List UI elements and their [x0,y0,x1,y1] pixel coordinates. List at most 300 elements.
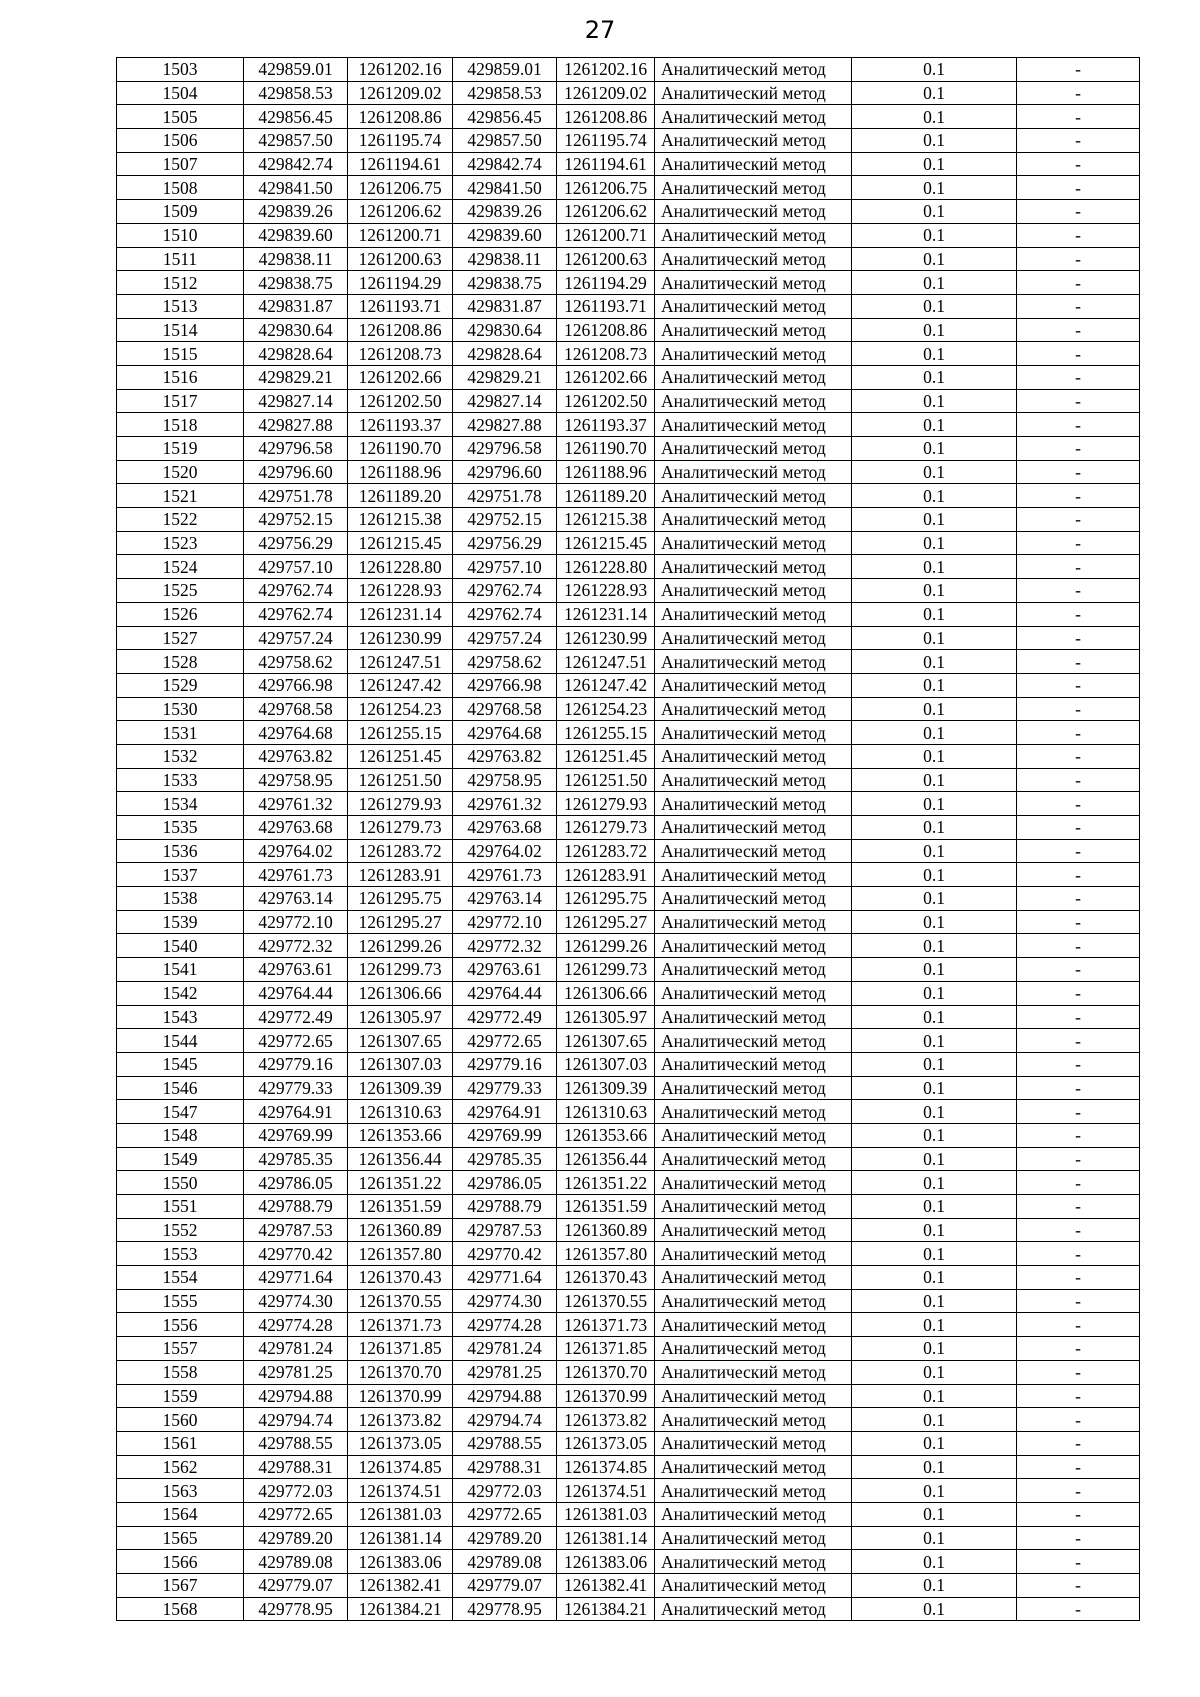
x-existing-cell: 429757.10 [244,555,348,579]
x-refined-cell: 429758.62 [453,650,557,674]
note-cell: - [1017,531,1140,555]
y-existing-cell: 1261247.51 [348,650,453,674]
y-refined-cell: 1261189.20 [557,484,655,508]
note-cell: - [1017,294,1140,318]
y-existing-cell: 1261215.45 [348,531,453,555]
accuracy-cell: 0.1 [852,1171,1017,1195]
x-existing-cell: 429772.32 [244,934,348,958]
method-cell: Аналитический метод [655,579,852,603]
x-refined-cell: 429774.30 [453,1289,557,1313]
accuracy-cell: 0.1 [852,1289,1017,1313]
note-cell: - [1017,650,1140,674]
x-existing-cell: 429781.24 [244,1337,348,1361]
x-refined-cell: 429828.64 [453,342,557,366]
note-cell: - [1017,176,1140,200]
method-cell: Аналитический метод [655,176,852,200]
method-cell: Аналитический метод [655,958,852,982]
y-refined-cell: 1261215.45 [557,531,655,555]
x-existing-cell: 429856.45 [244,105,348,129]
x-existing-cell: 429771.64 [244,1266,348,1290]
method-cell: Аналитический метод [655,1123,852,1147]
y-existing-cell: 1261351.22 [348,1171,453,1195]
point-number-cell: 1530 [117,697,244,721]
note-cell: - [1017,887,1140,911]
x-existing-cell: 429839.26 [244,200,348,224]
accuracy-cell: 0.1 [852,602,1017,626]
note-cell: - [1017,579,1140,603]
y-refined-cell: 1261200.71 [557,223,655,247]
x-refined-cell: 429779.33 [453,1076,557,1100]
note-cell: - [1017,508,1140,532]
y-existing-cell: 1261371.85 [348,1337,453,1361]
method-cell: Аналитический метод [655,389,852,413]
x-refined-cell: 429763.68 [453,816,557,840]
note-cell: - [1017,768,1140,792]
x-refined-cell: 429788.79 [453,1195,557,1219]
note-cell: - [1017,413,1140,437]
point-number-cell: 1503 [117,58,244,82]
accuracy-cell: 0.1 [852,1597,1017,1621]
note-cell: - [1017,460,1140,484]
y-refined-cell: 1261295.27 [557,910,655,934]
table-row [117,318,1140,342]
accuracy-cell: 0.1 [852,1502,1017,1526]
table-row [117,531,1140,555]
table-row [117,1147,1140,1171]
method-cell: Аналитический метод [655,81,852,105]
point-number-cell: 1553 [117,1242,244,1266]
note-cell: - [1017,1195,1140,1219]
method-cell: Аналитический метод [655,200,852,224]
x-existing-cell: 429827.88 [244,413,348,437]
x-refined-cell: 429758.95 [453,768,557,792]
x-refined-cell: 429831.87 [453,294,557,318]
table-row [117,152,1140,176]
y-existing-cell: 1261202.50 [348,389,453,413]
point-number-cell: 1525 [117,579,244,603]
method-cell: Аналитический метод [655,1147,852,1171]
accuracy-cell: 0.1 [852,697,1017,721]
accuracy-cell: 0.1 [852,176,1017,200]
point-number-cell: 1507 [117,152,244,176]
table-row [117,1052,1140,1076]
note-cell: - [1017,1550,1140,1574]
method-cell: Аналитический метод [655,1029,852,1053]
x-refined-cell: 429772.65 [453,1029,557,1053]
accuracy-cell: 0.1 [852,200,1017,224]
note-cell: - [1017,1360,1140,1384]
accuracy-cell: 0.1 [852,1455,1017,1479]
y-existing-cell: 1261370.99 [348,1384,453,1408]
y-refined-cell: 1261255.15 [557,721,655,745]
y-existing-cell: 1261228.80 [348,555,453,579]
x-refined-cell: 429762.74 [453,579,557,603]
point-number-cell: 1564 [117,1502,244,1526]
y-refined-cell: 1261194.29 [557,271,655,295]
table-row [117,484,1140,508]
accuracy-cell: 0.1 [852,792,1017,816]
point-number-cell: 1514 [117,318,244,342]
note-cell: - [1017,1052,1140,1076]
y-refined-cell: 1261279.93 [557,792,655,816]
x-refined-cell: 429787.53 [453,1218,557,1242]
note-cell: - [1017,484,1140,508]
method-cell: Аналитический метод [655,1360,852,1384]
y-refined-cell: 1261295.75 [557,887,655,911]
y-refined-cell: 1261307.03 [557,1052,655,1076]
method-cell: Аналитический метод [655,508,852,532]
table-row [117,1408,1140,1432]
accuracy-cell: 0.1 [852,223,1017,247]
x-refined-cell: 429779.07 [453,1574,557,1598]
y-existing-cell: 1261202.66 [348,365,453,389]
x-refined-cell: 429829.21 [453,365,557,389]
method-cell: Аналитический метод [655,1289,852,1313]
method-cell: Аналитический метод [655,768,852,792]
x-existing-cell: 429788.31 [244,1455,348,1479]
method-cell: Аналитический метод [655,910,852,934]
table-row [117,247,1140,271]
point-number-cell: 1545 [117,1052,244,1076]
x-existing-cell: 429778.95 [244,1597,348,1621]
x-refined-cell: 429757.24 [453,626,557,650]
method-cell: Аналитический метод [655,602,852,626]
point-number-cell: 1543 [117,1005,244,1029]
table-row [117,602,1140,626]
x-existing-cell: 429758.62 [244,650,348,674]
y-refined-cell: 1261382.41 [557,1574,655,1598]
note-cell: - [1017,1431,1140,1455]
note-cell: - [1017,816,1140,840]
table-row [117,744,1140,768]
accuracy-cell: 0.1 [852,626,1017,650]
accuracy-cell: 0.1 [852,1242,1017,1266]
accuracy-cell: 0.1 [852,1526,1017,1550]
method-cell: Аналитический метод [655,1218,852,1242]
y-refined-cell: 1261188.96 [557,460,655,484]
table-row [117,650,1140,674]
method-cell: Аналитический метод [655,342,852,366]
table-row [117,81,1140,105]
x-existing-cell: 429779.33 [244,1076,348,1100]
point-number-cell: 1551 [117,1195,244,1219]
y-refined-cell: 1261202.66 [557,365,655,389]
method-cell: Аналитический метод [655,1550,852,1574]
y-existing-cell: 1261251.50 [348,768,453,792]
coordinates-table [116,57,1140,1621]
x-refined-cell: 429781.24 [453,1337,557,1361]
y-refined-cell: 1261193.71 [557,294,655,318]
point-number-cell: 1511 [117,247,244,271]
table-row [117,223,1140,247]
accuracy-cell: 0.1 [852,744,1017,768]
point-number-cell: 1528 [117,650,244,674]
x-existing-cell: 429763.82 [244,744,348,768]
x-refined-cell: 429778.95 [453,1597,557,1621]
y-existing-cell: 1261283.72 [348,839,453,863]
y-existing-cell: 1261279.73 [348,816,453,840]
method-cell: Аналитический метод [655,863,852,887]
table-row [117,934,1140,958]
x-refined-cell: 429751.78 [453,484,557,508]
accuracy-cell: 0.1 [852,1123,1017,1147]
y-refined-cell: 1261374.85 [557,1455,655,1479]
accuracy-cell: 0.1 [852,1550,1017,1574]
x-refined-cell: 429752.15 [453,508,557,532]
x-refined-cell: 429796.58 [453,437,557,461]
table-row [117,1455,1140,1479]
accuracy-cell: 0.1 [852,342,1017,366]
point-number-cell: 1537 [117,863,244,887]
x-refined-cell: 429789.20 [453,1526,557,1550]
y-existing-cell: 1261373.82 [348,1408,453,1432]
x-refined-cell: 429788.55 [453,1431,557,1455]
note-cell: - [1017,271,1140,295]
method-cell: Аналитический метод [655,1100,852,1124]
x-refined-cell: 429763.61 [453,958,557,982]
y-refined-cell: 1261381.03 [557,1502,655,1526]
y-refined-cell: 1261190.70 [557,437,655,461]
x-refined-cell: 429841.50 [453,176,557,200]
table-row [117,579,1140,603]
x-existing-cell: 429758.95 [244,768,348,792]
method-cell: Аналитический метод [655,484,852,508]
y-existing-cell: 1261307.03 [348,1052,453,1076]
x-refined-cell: 429770.42 [453,1242,557,1266]
point-number-cell: 1531 [117,721,244,745]
x-refined-cell: 429756.29 [453,531,557,555]
x-existing-cell: 429751.78 [244,484,348,508]
accuracy-cell: 0.1 [852,508,1017,532]
y-refined-cell: 1261206.75 [557,176,655,200]
method-cell: Аналитический метод [655,626,852,650]
y-existing-cell: 1261215.38 [348,508,453,532]
table-row [117,1171,1140,1195]
note-cell: - [1017,1218,1140,1242]
y-existing-cell: 1261209.02 [348,81,453,105]
x-refined-cell: 429761.32 [453,792,557,816]
y-existing-cell: 1261383.06 [348,1550,453,1574]
y-existing-cell: 1261279.93 [348,792,453,816]
x-existing-cell: 429842.74 [244,152,348,176]
table-row [117,1526,1140,1550]
accuracy-cell: 0.1 [852,1076,1017,1100]
accuracy-cell: 0.1 [852,650,1017,674]
y-refined-cell: 1261370.99 [557,1384,655,1408]
y-refined-cell: 1261202.16 [557,58,655,82]
point-number-cell: 1546 [117,1076,244,1100]
method-cell: Аналитический метод [655,1431,852,1455]
point-number-cell: 1567 [117,1574,244,1598]
point-number-cell: 1516 [117,365,244,389]
y-existing-cell: 1261208.73 [348,342,453,366]
y-existing-cell: 1261190.70 [348,437,453,461]
note-cell: - [1017,437,1140,461]
y-existing-cell: 1261208.86 [348,105,453,129]
y-existing-cell: 1261194.61 [348,152,453,176]
y-refined-cell: 1261374.51 [557,1479,655,1503]
y-refined-cell: 1261306.66 [557,981,655,1005]
accuracy-cell: 0.1 [852,460,1017,484]
accuracy-cell: 0.1 [852,247,1017,271]
accuracy-cell: 0.1 [852,555,1017,579]
y-refined-cell: 1261283.91 [557,863,655,887]
note-cell: - [1017,318,1140,342]
y-refined-cell: 1261371.73 [557,1313,655,1337]
accuracy-cell: 0.1 [852,1052,1017,1076]
point-number-cell: 1541 [117,958,244,982]
point-number-cell: 1561 [117,1431,244,1455]
note-cell: - [1017,981,1140,1005]
x-refined-cell: 429764.44 [453,981,557,1005]
note-cell: - [1017,81,1140,105]
method-cell: Аналитический метод [655,460,852,484]
table-row [117,1574,1140,1598]
y-refined-cell: 1261208.73 [557,342,655,366]
y-refined-cell: 1261309.39 [557,1076,655,1100]
method-cell: Аналитический метод [655,365,852,389]
table-row [117,200,1140,224]
note-cell: - [1017,555,1140,579]
y-existing-cell: 1261255.15 [348,721,453,745]
x-existing-cell: 429789.08 [244,1550,348,1574]
x-existing-cell: 429831.87 [244,294,348,318]
point-number-cell: 1524 [117,555,244,579]
point-number-cell: 1554 [117,1266,244,1290]
point-number-cell: 1529 [117,673,244,697]
table-row [117,1218,1140,1242]
note-cell: - [1017,389,1140,413]
note-cell: - [1017,1526,1140,1550]
x-existing-cell: 429763.14 [244,887,348,911]
y-refined-cell: 1261193.37 [557,413,655,437]
x-existing-cell: 429764.68 [244,721,348,745]
y-existing-cell: 1261381.03 [348,1502,453,1526]
x-existing-cell: 429756.29 [244,531,348,555]
y-existing-cell: 1261195.74 [348,129,453,153]
table-row [117,413,1140,437]
accuracy-cell: 0.1 [852,531,1017,555]
note-cell: - [1017,223,1140,247]
accuracy-cell: 0.1 [852,58,1017,82]
method-cell: Аналитический метод [655,531,852,555]
x-existing-cell: 429859.01 [244,58,348,82]
y-refined-cell: 1261371.85 [557,1337,655,1361]
x-refined-cell: 429858.53 [453,81,557,105]
y-refined-cell: 1261194.61 [557,152,655,176]
x-existing-cell: 429772.65 [244,1029,348,1053]
y-existing-cell: 1261370.55 [348,1289,453,1313]
x-existing-cell: 429763.68 [244,816,348,840]
y-existing-cell: 1261305.97 [348,1005,453,1029]
y-refined-cell: 1261254.23 [557,697,655,721]
x-refined-cell: 429830.64 [453,318,557,342]
x-existing-cell: 429830.64 [244,318,348,342]
y-existing-cell: 1261381.14 [348,1526,453,1550]
method-cell: Аналитический метод [655,673,852,697]
method-cell: Аналитический метод [655,58,852,82]
note-cell: - [1017,673,1140,697]
table-row [117,1550,1140,1574]
table-row [117,721,1140,745]
table-row [117,342,1140,366]
note-cell: - [1017,1502,1140,1526]
note-cell: - [1017,1242,1140,1266]
x-refined-cell: 429794.88 [453,1384,557,1408]
accuracy-cell: 0.1 [852,105,1017,129]
method-cell: Аналитический метод [655,744,852,768]
y-existing-cell: 1261356.44 [348,1147,453,1171]
x-existing-cell: 429781.25 [244,1360,348,1384]
note-cell: - [1017,1266,1140,1290]
x-existing-cell: 429772.65 [244,1502,348,1526]
note-cell: - [1017,1455,1140,1479]
method-cell: Аналитический метод [655,816,852,840]
accuracy-cell: 0.1 [852,768,1017,792]
y-existing-cell: 1261360.89 [348,1218,453,1242]
y-existing-cell: 1261351.59 [348,1195,453,1219]
x-existing-cell: 429774.28 [244,1313,348,1337]
note-cell: - [1017,1289,1140,1313]
y-refined-cell: 1261251.45 [557,744,655,768]
y-existing-cell: 1261309.39 [348,1076,453,1100]
y-existing-cell: 1261306.66 [348,981,453,1005]
y-existing-cell: 1261202.16 [348,58,453,82]
accuracy-cell: 0.1 [852,1337,1017,1361]
method-cell: Аналитический метод [655,1479,852,1503]
x-refined-cell: 429856.45 [453,105,557,129]
accuracy-cell: 0.1 [852,863,1017,887]
table-row [117,58,1140,82]
y-refined-cell: 1261200.63 [557,247,655,271]
x-refined-cell: 429764.68 [453,721,557,745]
accuracy-cell: 0.1 [852,484,1017,508]
accuracy-cell: 0.1 [852,1408,1017,1432]
method-cell: Аналитический метод [655,887,852,911]
method-cell: Аналитический метод [655,1384,852,1408]
table-row [117,1313,1140,1337]
y-refined-cell: 1261299.26 [557,934,655,958]
y-refined-cell: 1261310.63 [557,1100,655,1124]
y-refined-cell: 1261209.02 [557,81,655,105]
x-existing-cell: 429838.75 [244,271,348,295]
accuracy-cell: 0.1 [852,1005,1017,1029]
y-existing-cell: 1261254.23 [348,697,453,721]
y-refined-cell: 1261370.55 [557,1289,655,1313]
x-refined-cell: 429779.16 [453,1052,557,1076]
method-cell: Аналитический метод [655,1574,852,1598]
method-cell: Аналитический метод [655,1171,852,1195]
method-cell: Аналитический метод [655,792,852,816]
accuracy-cell: 0.1 [852,1574,1017,1598]
x-refined-cell: 429827.14 [453,389,557,413]
y-existing-cell: 1261188.96 [348,460,453,484]
accuracy-cell: 0.1 [852,934,1017,958]
x-refined-cell: 429839.60 [453,223,557,247]
point-number-cell: 1535 [117,816,244,840]
note-cell: - [1017,792,1140,816]
x-refined-cell: 429781.25 [453,1360,557,1384]
table-row [117,437,1140,461]
x-refined-cell: 429789.08 [453,1550,557,1574]
y-refined-cell: 1261356.44 [557,1147,655,1171]
table-row [117,1100,1140,1124]
x-refined-cell: 429772.03 [453,1479,557,1503]
point-number-cell: 1562 [117,1455,244,1479]
point-number-cell: 1521 [117,484,244,508]
y-refined-cell: 1261370.43 [557,1266,655,1290]
x-existing-cell: 429762.74 [244,579,348,603]
